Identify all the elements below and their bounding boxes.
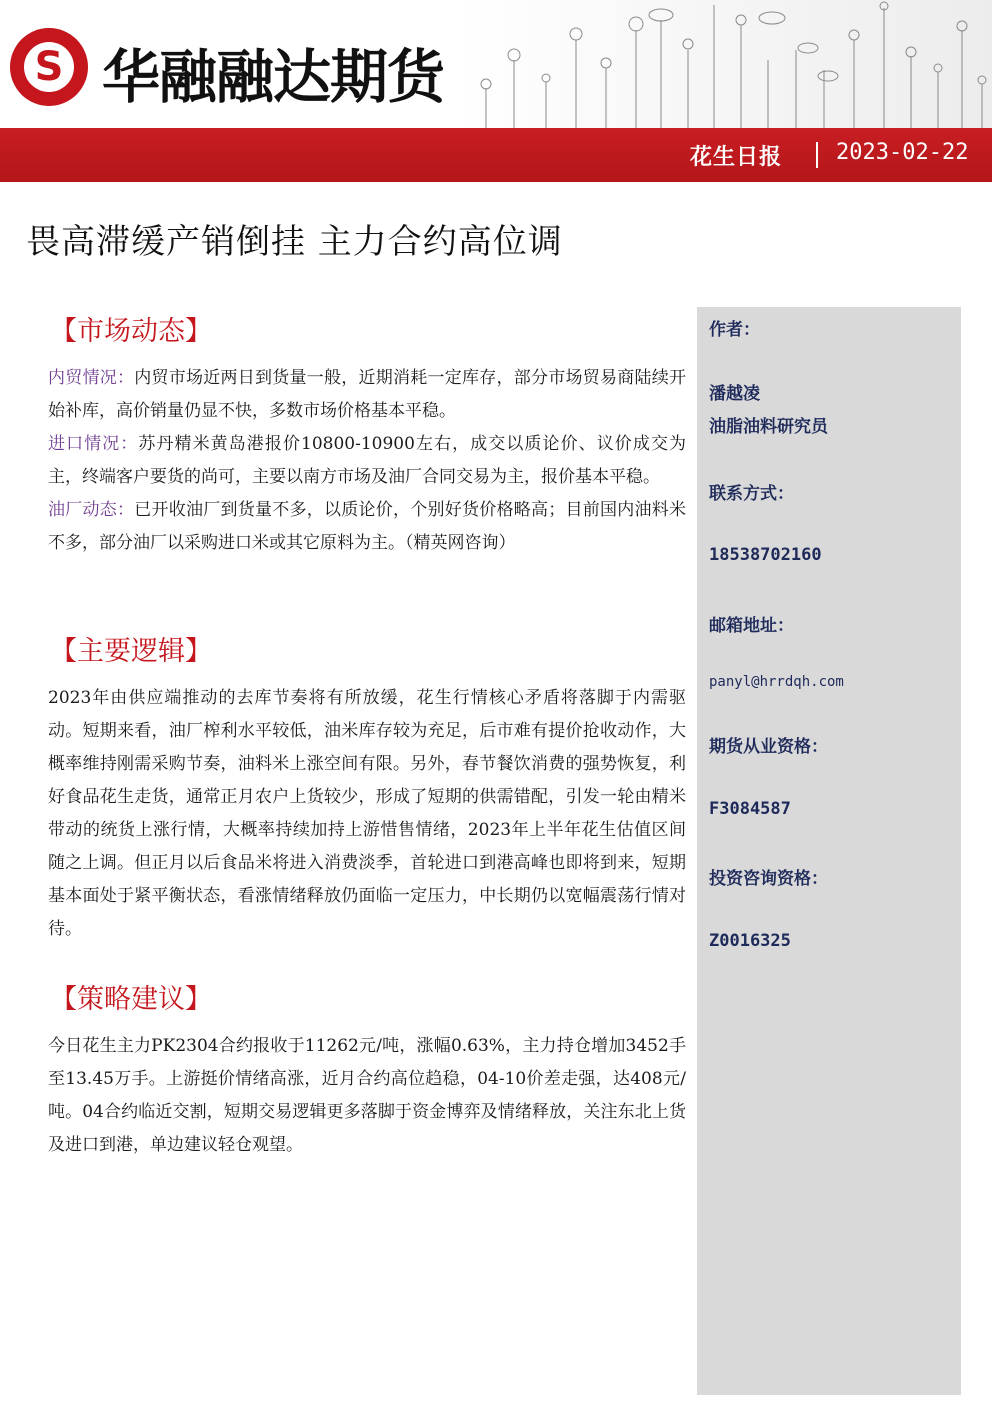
author-title: 油脂油料研究员 — [709, 417, 828, 437]
market-item-label: 进口情况： — [48, 434, 139, 454]
brand-name: 华融融达期货 — [102, 43, 445, 111]
logic-text: 2023年由供应端推动的去库节奏将有所放缓，花生行情核心矛盾将落脚于内需驱动。短期来看，油厂榨利水平较低，油米库存较为充足，后市难有提价抢收动作，大概率维持刚需采购节奏，油料米上涨空间有限。另外，春节餐饮消费的强势恢复，利好食品花生走货，通常正月农户上货较少，形成了短期的供需错配，引发一轮由精米带动的统货上涨行情，大概率持续加持上游惜售情绪，2023年上半年花生估值区间随之上调。但正月以后食品米将进入消费淡季，首轮进口到港高峰也即将到来，短期基本面处于紧平衡状态，看涨情绪释放仍面临一定压力，中长期仍以宽幅震荡行情对待。 — [48, 688, 686, 939]
contact-label: 联系方式： — [709, 484, 794, 504]
strategy-heading: 【策略建议】 — [50, 984, 212, 1015]
market-item-label: 油厂动态： — [48, 500, 135, 520]
report-date: 2023-02-22 — [836, 140, 969, 165]
advisory-qualification-label: 投资咨询资格： — [709, 869, 828, 889]
strategy-section — [48, 980, 686, 1162]
email-label: 邮箱地址： — [709, 616, 794, 636]
phone-number: 18538702160 — [709, 545, 822, 565]
futures-qualification-label: 期货从业资格： — [709, 737, 828, 757]
market-item-oil-mill — [48, 494, 686, 560]
report-type-label: 花生日报 — [689, 144, 782, 170]
market-item-text: 已开收油厂到货量不多，以质论价，个别好货价格略高；目前国内油料米不多，部分油厂以采购进口米或其它原料为主。（精英网咨询） — [48, 500, 686, 553]
logic-heading: 【主要逻辑】 — [50, 636, 212, 667]
market-item-import — [48, 428, 686, 494]
advisory-qualification-id: Z0016325 — [709, 931, 791, 951]
market-section — [48, 312, 686, 560]
market-item-label: 内贸情况： — [48, 368, 135, 388]
market-item-text: 苏丹精米黄岛港报价10800-10900左右，成交以质论价、议价成交为主，终端客户要货的尚可，主要以南方市场及油厂合同交易为主，报价基本平稳。 — [48, 434, 687, 487]
decorative-pattern-icon — [456, 0, 992, 128]
author-sidebar — [697, 307, 961, 1395]
logic-section — [48, 632, 686, 946]
author-label: 作者： — [709, 320, 760, 340]
email-address[interactable]: panyl@hrrdqh.com — [709, 674, 844, 690]
page-title: 畏高滞缓产销倒挂 主力合约高位调 — [26, 222, 563, 262]
market-item-text: 内贸市场近两日到货量一般，近期消耗一定库存，部分市场贸易商陆续开始补库，高价销量仍显不快，多数市场价格基本平稳。 — [48, 368, 686, 421]
strategy-text: 今日花生主力PK2304合约报收于11262元/吨，涨幅0.63%，主力持仓增加3452手至13.45万手。上游挺价情绪高涨，近月合约高位趋稳，04-10价差走强，达408元/吨。04合约临近交割，短期交易逻辑更多落脚于资金博弈及情绪释放，关注东北上货及进口到港，单边建议轻仓观望。 — [48, 1036, 686, 1155]
futures-qualification-id: F3084587 — [709, 799, 791, 819]
brand-logo-icon: S — [10, 28, 88, 106]
market-heading: 【市场动态】 — [50, 316, 212, 347]
report-header — [0, 0, 992, 128]
market-item-domestic — [48, 362, 686, 428]
author-name: 潘越凌 — [709, 384, 760, 404]
banner-separator — [816, 142, 818, 168]
